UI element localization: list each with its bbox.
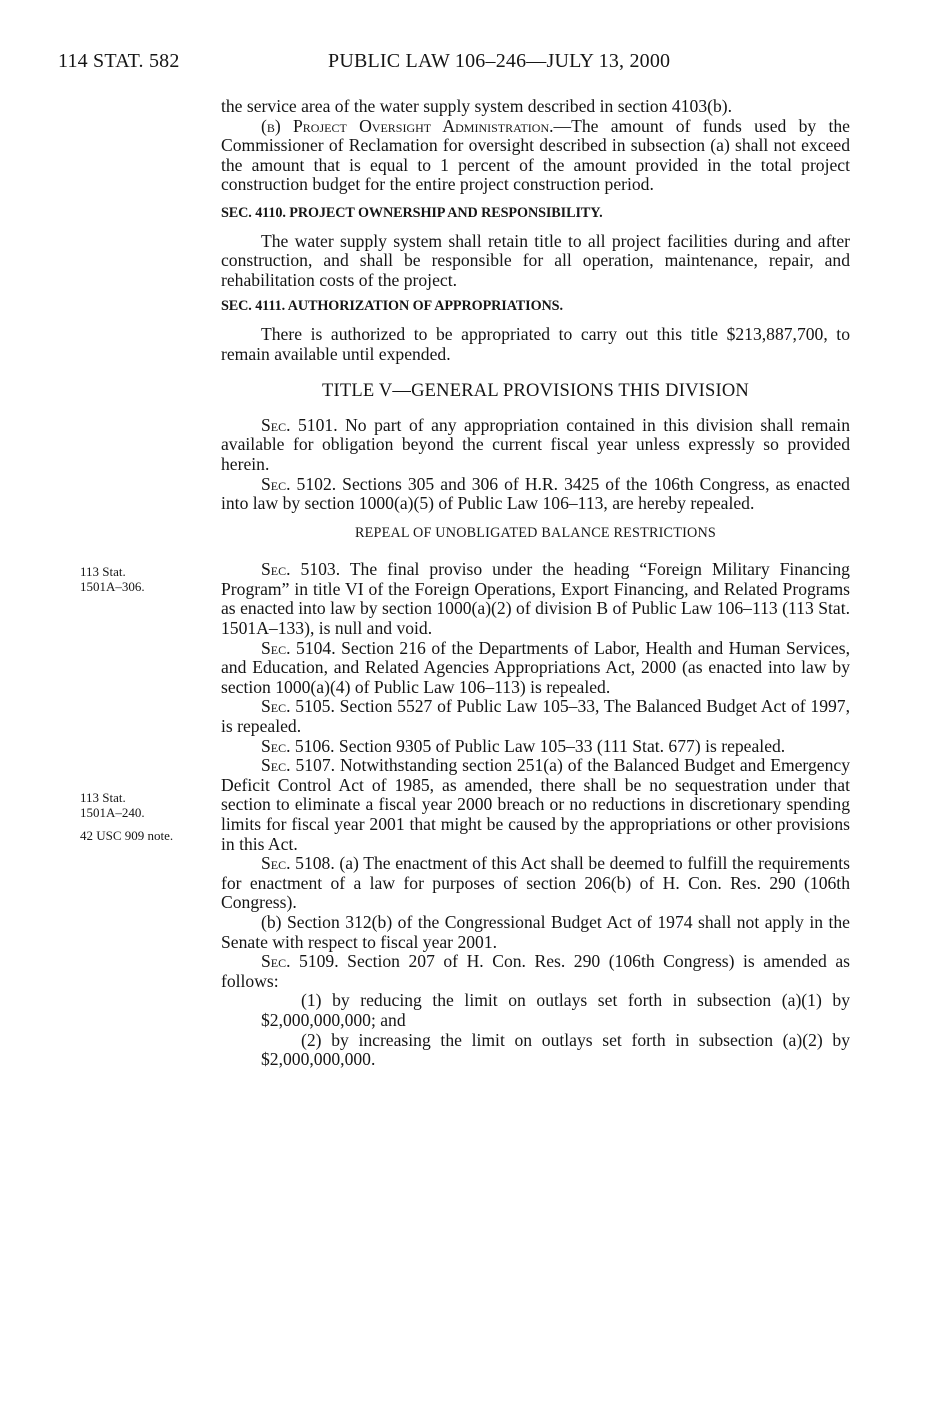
section-text: Section 216 of the Departments of Labor, Health and Human Services, and Education, and Related Agencies Appropriations Act, 2000 (as enacted into law by section 1000(a)(4) of Public Law 106–113) is repealed. [221, 637, 850, 697]
list-item: (2) by increasing the limit on outlays set forth in subsection (a)(2) by $2,000,000,000. [261, 1029, 850, 1070]
section-text: The final proviso under the heading “Foreign Military Financing Program” in title VI of the Foreign Operations, Export Financing, and Related Programs as enacted into law by section 1000(a)(2) of division B of Public Law 106–113 (113 Stat. 1501A–133), is null and void. [221, 559, 850, 639]
section-text: No part of any appropriation contained in this division shall remain available for obligation beyond the current fiscal year unless expressly so provided herein. [221, 414, 850, 474]
section-4110-text: The water supply system shall retain title to all project facilities during and after construction, and shall be responsible for all operation, maintenance, repair, and rehabilitation costs of the project. [221, 230, 850, 290]
list-item: (1) by reducing the limit on outlays set forth in subsection (a)(1) by $2,000,000,000; and [261, 990, 850, 1030]
section-label: Sec. 5109. [261, 951, 339, 972]
section-5106 [221, 737, 850, 757]
page-number: 114 STAT. 582 [58, 50, 180, 72]
section-text: Section 207 of H. Con. Res. 290 (106th Congress) is amended as follows: [221, 951, 850, 991]
running-head: PUBLIC LAW 106–246—JULY 13, 2000 [328, 50, 671, 72]
section-label: Sec. 5107. [261, 755, 336, 776]
section-text: (a) The enactment of this Act shall be deemed to fulfill the requirements for enactment of a law for purposes of section 206(b) of H. Con. Res. 290 (106th Congress). [221, 853, 850, 913]
section-heading-4111: SEC. 4111. AUTHORIZATION OF APPROPRIATIONS. [221, 298, 563, 315]
section-4111-text: There is authorized to be appropriated to carry out this title $213,887,700, to remain available until expended. [221, 323, 850, 364]
margin-note-usc [80, 828, 173, 843]
section-label: Sec. 5103. [261, 559, 341, 580]
margin-note-text: 113 Stat. 1501A–306. [80, 564, 145, 594]
section-5107 [221, 756, 850, 854]
margin-note-text: 113 Stat. 1501A–240. [80, 790, 145, 820]
section-5102 [221, 475, 850, 514]
section-label: Sec. 5105. [261, 696, 335, 717]
paragraph-continuation: the service area of the water supply system described in section 4103(b). [221, 96, 733, 116]
margin-note-113-stat-240 [80, 790, 145, 820]
paragraph-b-label: (b) Project Oversight Administration. [261, 115, 554, 136]
section-5109 [221, 952, 850, 991]
section-text: Sections 305 and 306 of H.R. 3425 of the 106th Congress, as enacted into law by section 1000(a)(5) of Public Law 106–113, are hereby repealed. [221, 473, 850, 514]
section-5103 [221, 560, 850, 638]
section-5108 [221, 854, 850, 913]
paragraph-b [221, 117, 850, 195]
section-label: Sec. 5106. [261, 735, 335, 756]
title-v-heading: TITLE V—GENERAL PROVISIONS THIS DIVISION [322, 381, 749, 402]
section-text: Notwithstanding section 251(a) of the Balanced Budget and Emergency Deficit Control Act of 1985, as amended, there shall be no sequestration under that section to eliminate a fiscal year 2000 breach or no reductions in discretionary spending limits for fiscal year 2001 that might be caused by the appropriations or other provisions in this Act. [221, 755, 850, 854]
section-label: Sec. 5102. [261, 473, 337, 494]
page-body [221, 97, 850, 1070]
margin-note-113-stat-306 [80, 564, 145, 594]
section-label: Sec. 5104. [261, 637, 336, 658]
page-header [58, 50, 858, 80]
section-5101 [221, 416, 850, 475]
section-label: Sec. 5108. [261, 853, 335, 874]
repeal-heading: REPEAL OF UNOBLIGATED BALANCE RESTRICTIONS [355, 524, 716, 541]
section-5108-b: (b) Section 312(b) of the Congressional Budget Act of 1974 shall not apply in the Senate with respect to fiscal year 2001. [221, 911, 850, 952]
section-5105 [221, 697, 850, 736]
section-label: Sec. 5101. [261, 414, 338, 435]
amendment-list [221, 991, 850, 1069]
margin-note-text: 42 USC 909 note. [80, 828, 174, 843]
paragraph-b-text: —The amount of funds used by the Commissioner of Reclamation for oversight described in subsection (a) shall not exceed the amount that is equal to 1 percent of the amount provided in the total project construction budget for the entire project construction period. [221, 115, 850, 195]
section-heading-4110: SEC. 4110. PROJECT OWNERSHIP AND RESPONSIBILITY. [221, 204, 603, 221]
section-5104 [221, 639, 850, 698]
section-text: Section 9305 of Public Law 105–33 (111 Stat. 677) is repealed. [334, 735, 786, 756]
section-text: Section 5527 of Public Law 105–33, The Balanced Budget Act of 1997, is repealed. [221, 696, 850, 737]
